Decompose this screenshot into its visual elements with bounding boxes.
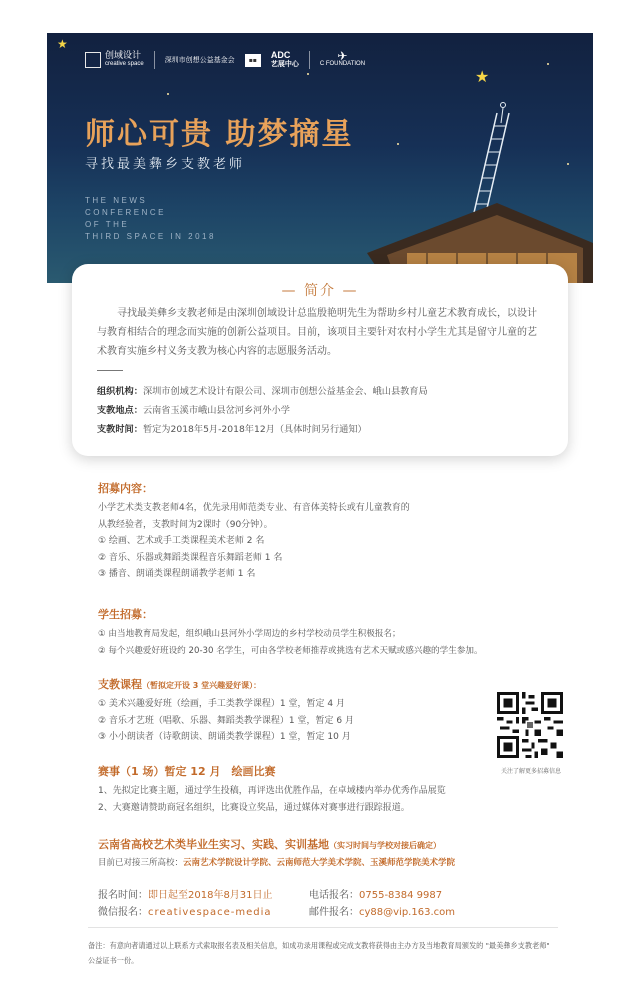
hero-subtitle: 寻找最美彝乡支教老师 (85, 157, 246, 172)
signup-time (98, 886, 273, 901)
wechat-signup (98, 903, 272, 918)
info-value: 暂定为2018年5月-2018年12月（具体时间另行通知） (142, 424, 367, 435)
qr-caption: 关注了解更多招募信息 (500, 768, 561, 775)
hero-title: 师心可贵 助梦摘星 (85, 117, 354, 152)
creative-space-logo (85, 51, 144, 69)
bright-star-icon: ★ (475, 67, 490, 86)
courses-body (98, 696, 518, 746)
contest-section (98, 763, 518, 816)
phone-signup (309, 886, 442, 901)
contest-body (98, 783, 518, 816)
eng-line: THE NEWS (85, 196, 148, 205)
body-line: 2、大赛邀请赞助商冠名组织，比赛设立奖品，通过媒体对赛事进行跟踪报道。 (98, 802, 410, 813)
info-value: 云南省玉溪市峨山县岔河乡河外小学 (142, 405, 290, 416)
courses-section (98, 676, 518, 746)
courses-title (98, 676, 518, 692)
students-title: 学生招募： (98, 608, 153, 621)
hero-english-text (85, 195, 216, 243)
courses-title-text: 支教课程 (98, 678, 142, 691)
contact-value[interactable]: cy88@vip.163.com (359, 907, 455, 918)
contact-label: 电话报名： (309, 890, 359, 901)
body-line: 小学艺术类支教老师4名，优先录用师范类专业、有音体美特长或有儿童教育的 (98, 503, 410, 513)
intro-info-list (97, 382, 428, 439)
star-dot (567, 163, 569, 165)
base-title (98, 836, 441, 852)
base-title-text: 云南省高校艺术类毕业生实习、实践、实训基地 (98, 838, 329, 851)
base-sub-label: 目前已对接三所高校： (98, 858, 184, 868)
body-line: ③ 小小朗读者（诗歌朗读、朗诵类教学课程）1 堂，暂定 10 月 (98, 732, 351, 742)
intro-heading: — 简介 — (281, 283, 359, 299)
info-row (97, 382, 428, 401)
recruit-section (98, 480, 518, 583)
creative-space-mark-icon (85, 52, 101, 68)
body-line: ② 音乐才艺班（唱歌、乐器、舞蹈类教学课程）1 堂，暂定 6 月 (98, 715, 354, 726)
foundation-logo (165, 55, 235, 65)
intro-card (72, 264, 568, 456)
contact-label: 邮件报名： (309, 907, 359, 918)
recruit-title: 招募内容： (98, 482, 153, 495)
info-label: 组织机构： (97, 386, 143, 397)
contest-title: 赛事（1 场）暂定 12 月 绘画比赛 (98, 765, 276, 778)
qr-code[interactable] (497, 692, 563, 758)
email-signup (309, 903, 455, 918)
body-line: ③ 播音、朗诵类课程朗诵教学老师 1 名 (98, 569, 256, 579)
info-row (97, 420, 428, 439)
logo-text: 创域设计 (105, 50, 142, 60)
plane-icon: ✈ (337, 49, 348, 63)
adc-logo (271, 51, 299, 69)
students-section (98, 606, 538, 659)
courses-title-note: （暂拟定开设 3 堂兴趣爱好课）： (142, 681, 262, 690)
body-line: 1、先拟定比赛主题，通过学生投稿，再评选出优胜作品，在卓域楼内举办优秀作品展览 (98, 786, 446, 796)
base-title-note: （实习时间与学校对接后确定） (329, 841, 441, 850)
star-dot (167, 93, 169, 95)
eng-line: THIRD SPACE IN 2018 (85, 232, 216, 241)
star-icon: ★ (57, 37, 68, 51)
body-line: ② 每个兴趣爱好班设约 20-30 名学生，可由各学校老师推荐或挑选有艺术天赋或感兴趣的学生参加。 (98, 645, 483, 656)
logo-subtext: 艺展中心 (270, 61, 299, 68)
logo-text: 深圳市创想公益基金会 (164, 57, 235, 64)
logo-text: ADC (270, 50, 291, 60)
contact-value: 即日起至2018年8月31日止 (148, 890, 273, 901)
info-label: 支教地点： (97, 405, 143, 416)
contact-value: creativespace-media (148, 907, 272, 918)
info-row (97, 401, 428, 420)
base-sub-value: 云南艺术学院设计学院、云南师范大学美术学院、玉溪师范学院美术学院 (183, 858, 456, 868)
divider (97, 370, 123, 371)
contact-value[interactable]: 0755-8384 9987 (359, 890, 443, 901)
hero-banner (47, 33, 593, 283)
body-line: ① 由当地教育局发起，组织峨山县河外小学周边的乡村学校动员学生积极报名； (98, 629, 401, 639)
intro-paragraph: 寻找最美彝乡支教老师是由深圳创域设计总监殷艳明先生为帮助乡村儿童艺术教育成长，以设计与教育相结合的理念而实施的创新公益项目。目前，该项目主要针对农村小学生尤其是留守儿童的艺术教育实施乡村义务支教为核心内容的志愿服务活动。 (97, 308, 537, 357)
logo-divider (309, 51, 310, 69)
students-body (98, 626, 538, 659)
info-label: 支教时间： (97, 424, 143, 435)
footnote: 备注：有意向者请通过以上联系方式索取报名表及相关信息，如成功录用课程或完成支教将获得由主办方及当地教育局颁发的 "最美彝乡支教老师" 公益证书一份。 (88, 941, 550, 965)
contact-label: 报名时间： (98, 890, 148, 901)
body-line: 从教经验者，支教时间为2课时（90分钟）。 (98, 519, 273, 530)
star-dot (397, 143, 399, 145)
logo-divider (154, 51, 155, 69)
eng-line: CONFERENCE (85, 208, 167, 217)
star-dot (547, 63, 549, 65)
star-dot (307, 73, 309, 75)
recruit-body (98, 500, 518, 583)
body-line: ② 音乐、乐器或舞蹈类课程音乐舞蹈老师 1 名 (98, 552, 283, 563)
info-value: 深圳市创域艺术设计有限公司、深圳市创想公益基金会、峨山县教育局 (142, 386, 428, 397)
body-line: ① 绘画、艺术或手工类课程美术老师 2 名 (98, 536, 265, 546)
logo-text: C FOUNDATION (319, 61, 366, 67)
c-foundation-logo (319, 49, 366, 68)
base-subtitle (98, 856, 455, 868)
partner-logo-box: ▪▪ (245, 54, 261, 67)
contact-label: 微信报名： (98, 907, 148, 918)
logo-subtext: creative space (105, 61, 144, 67)
body-line: ① 美术兴趣爱好班（绘画，手工类教学课程）1 堂，暂定 4 月 (98, 699, 345, 709)
logo-row (85, 51, 365, 69)
eng-line: OF THE (85, 220, 130, 229)
footer-divider (88, 927, 558, 928)
